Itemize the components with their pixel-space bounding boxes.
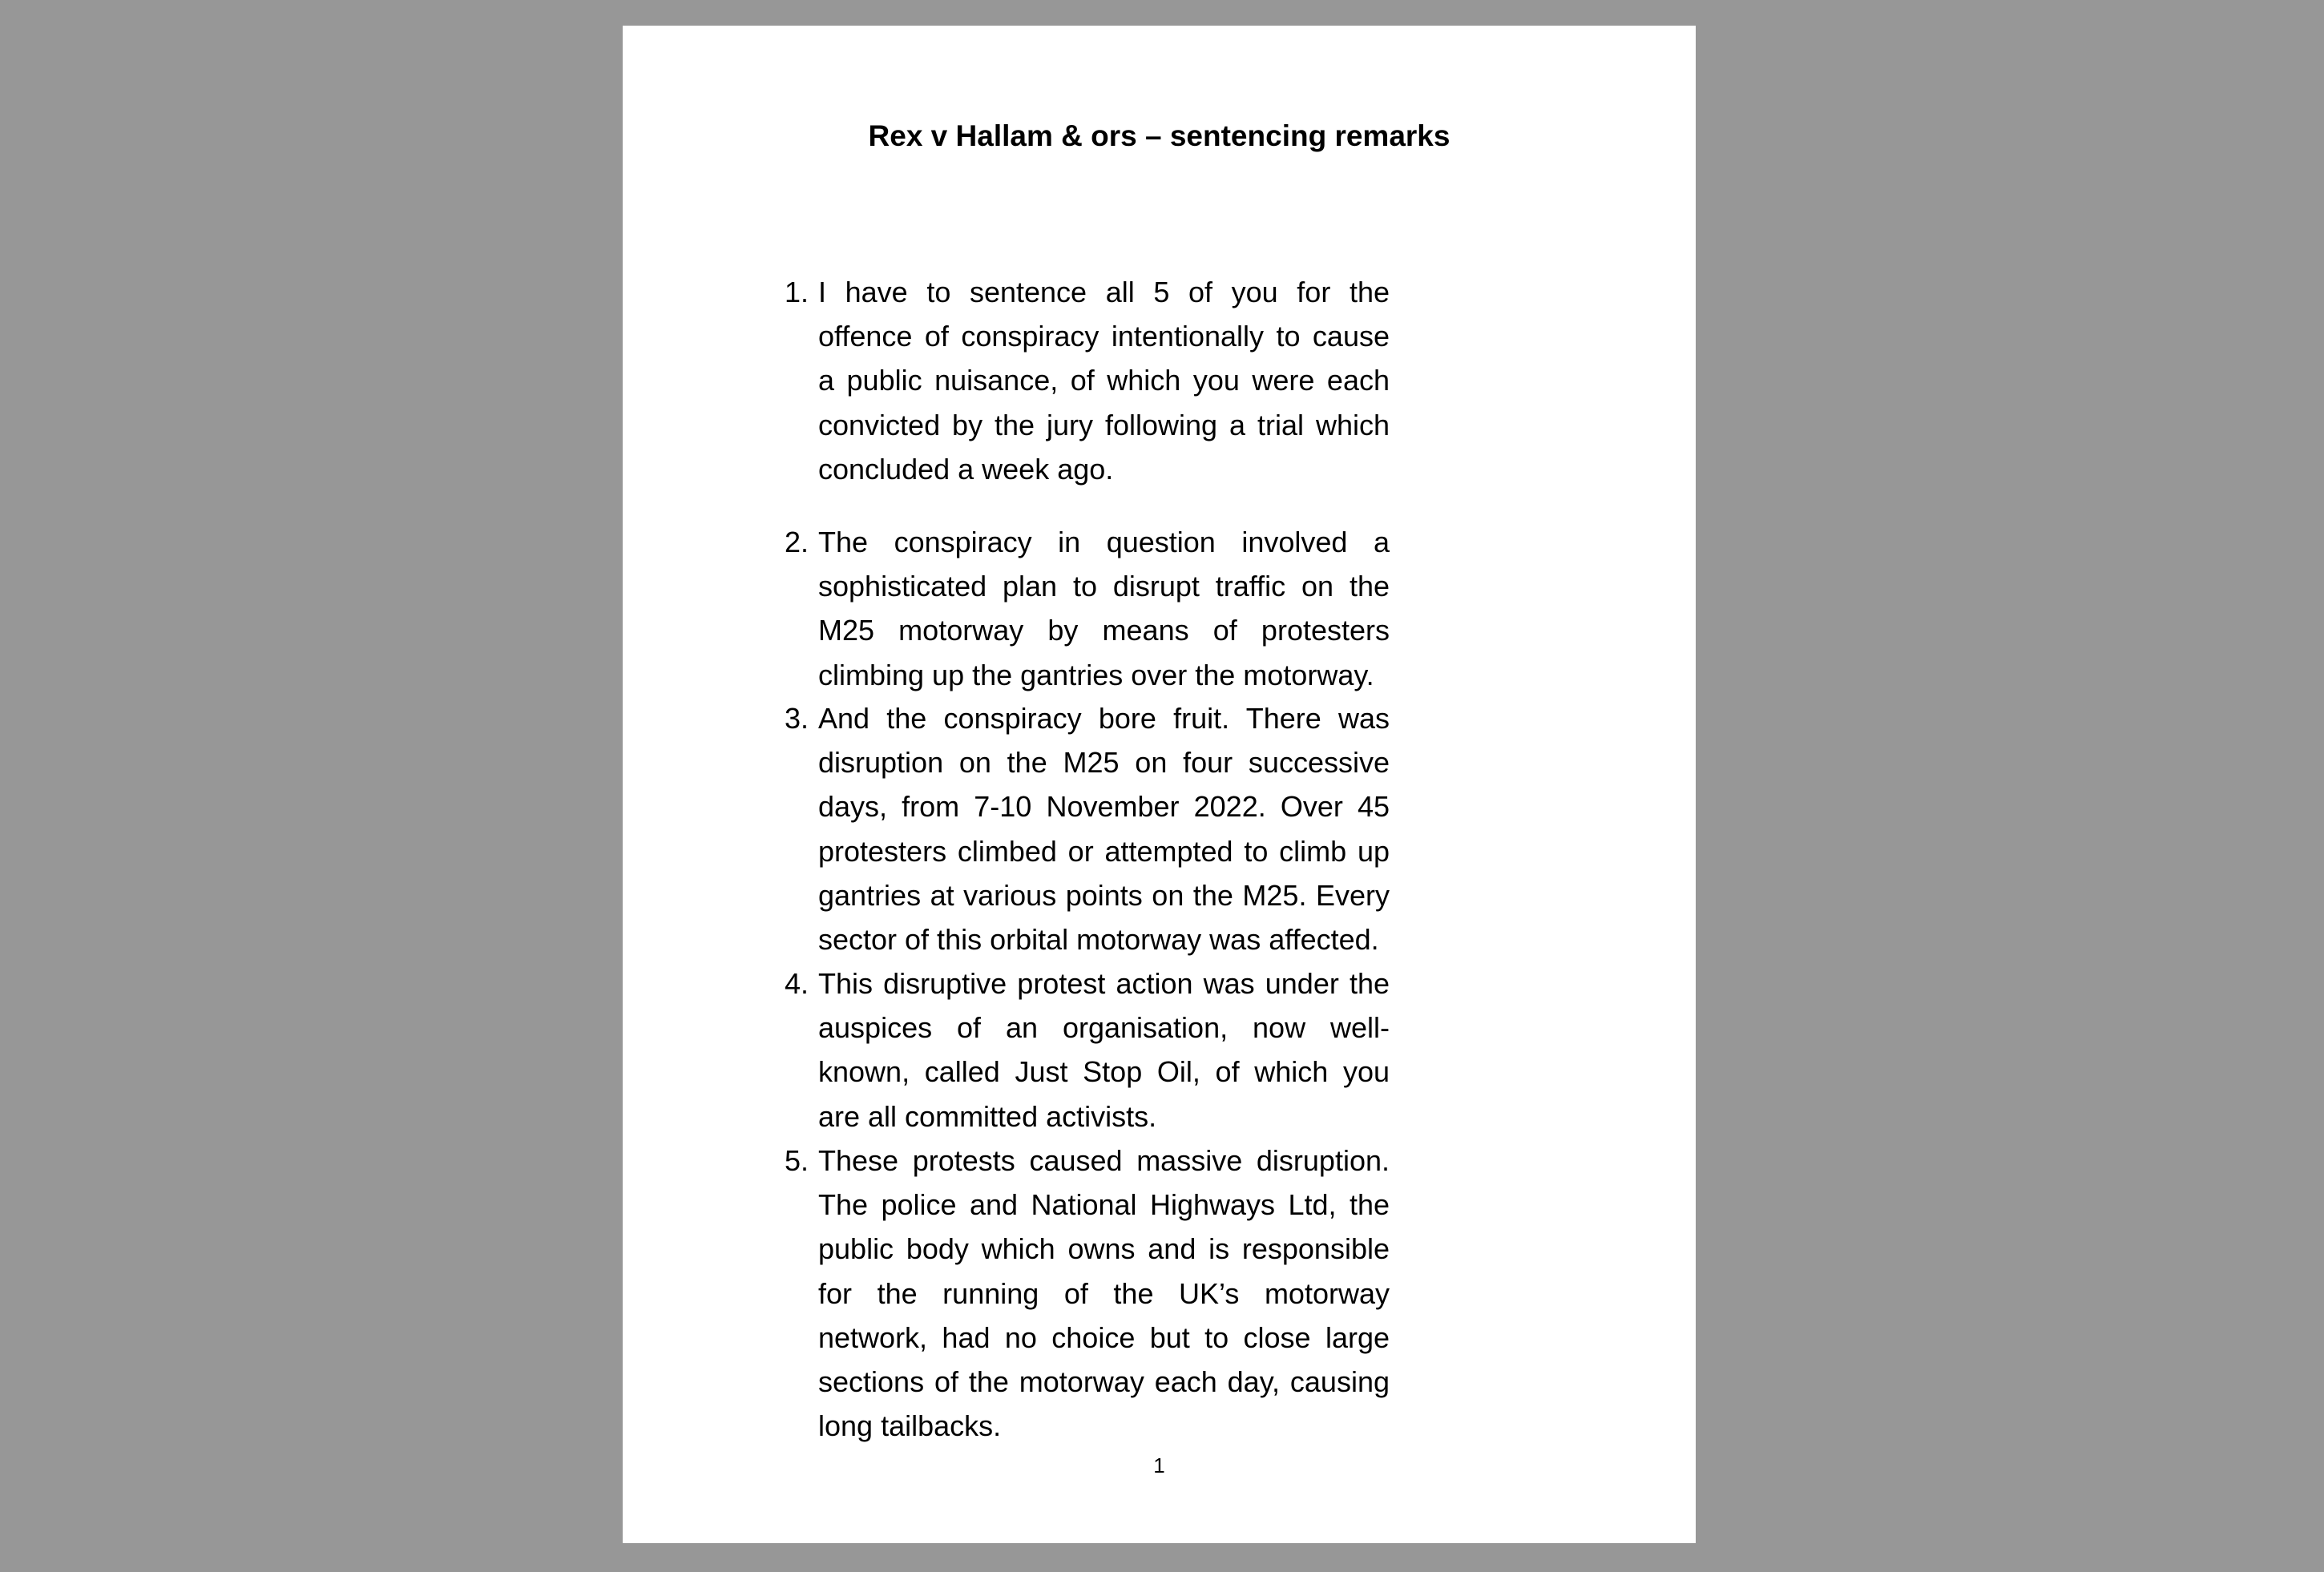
paragraph-1 [785,270,1390,491]
document-page [623,26,1696,1543]
paragraph-text: These protests caused massive disruption. The police and National Highways Ltd, the public body which owns and is responsible for the running of the UK’s motorway network, had no choice but to close large sections of the motorway each day, causing long tailbacks. [818,1144,1390,1443]
paragraph-3 [785,696,1390,961]
paragraph-number: 5. [785,1144,809,1177]
paragraph-4 [785,961,1390,1139]
paragraph-text: The conspiracy in question involved a sophisticated plan to disrupt traffic on the M25 motorway by means of protesters climbing up the gantries over the motorway. [818,526,1390,691]
paragraph-number: 4. [785,967,809,1000]
document-title: Rex v Hallam & ors – sentencing remarks [868,119,1450,152]
paragraph-number: 3. [785,702,809,735]
paragraph-number: 2. [785,526,809,558]
paragraph-text: And the conspiracy bore fruit. There was disruption on the M25 on four successive days, from 7-10 November 2022. Over 45 protesters climbed or attempted to climb up gantries at various points on the M25. Every sector of this orbital motorway was affected. [818,702,1390,957]
paragraph-5 [785,1139,1390,1448]
paragraph-text: This disruptive protest action was under the auspices of an organisation, now well-known, called Just Stop Oil, of which you are all committed activists. [818,967,1390,1133]
paragraph-number: 1. [785,276,809,308]
paragraph-text: I have to sentence all 5 of you for the offence of conspiracy intentionally to cause a public nuisance, of which you were each convicted by the jury following a trial which concluded a week ago. [818,276,1390,486]
page-number: 1 [1153,1453,1165,1477]
paragraph-2 [785,520,1390,697]
